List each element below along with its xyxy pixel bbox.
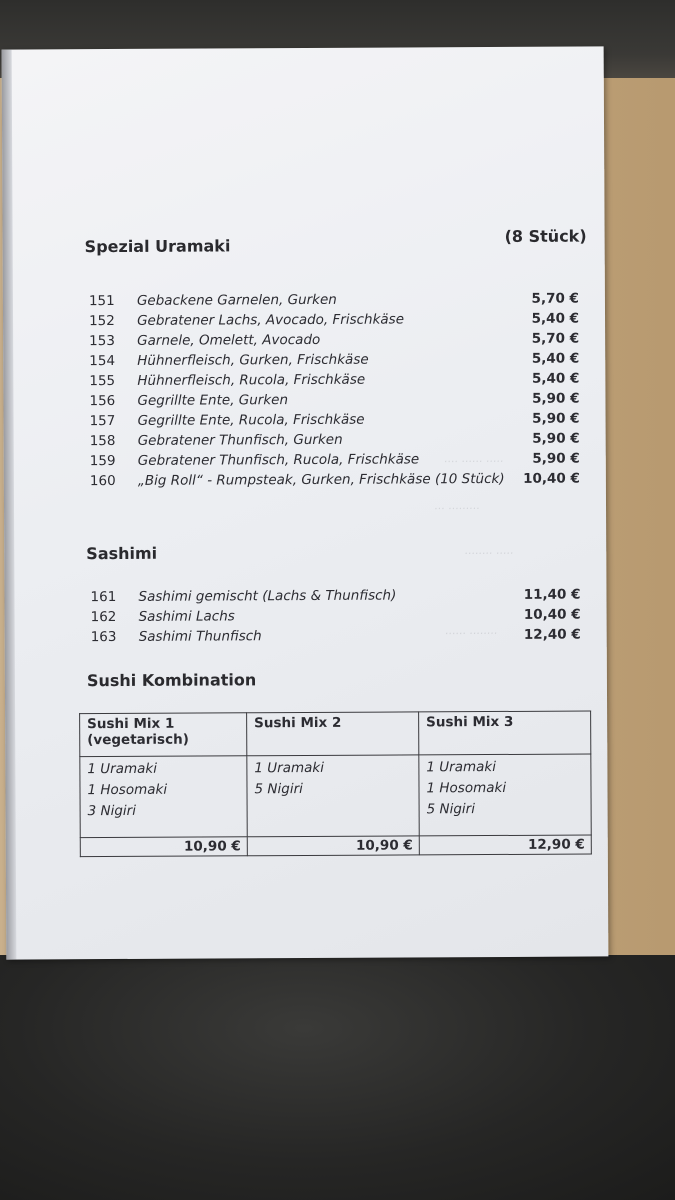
combination-price-row bbox=[80, 835, 591, 857]
item-price: 5,40 € bbox=[531, 310, 580, 327]
item-description: Gebratener Thunfisch, Gurken bbox=[137, 431, 343, 449]
menu-item-row bbox=[89, 351, 579, 374]
item-number: 158 bbox=[89, 432, 116, 450]
mix-item: 1 Hosomaki bbox=[426, 779, 507, 797]
combination-header-row bbox=[80, 711, 591, 757]
menu-item-row bbox=[91, 627, 581, 650]
section-title-sashimi: Sashimi bbox=[86, 543, 158, 564]
mix-item: 5 Nigiri bbox=[254, 781, 303, 798]
menu-item-row bbox=[89, 371, 579, 394]
mix-2-items bbox=[247, 755, 419, 837]
item-price: 5,90 € bbox=[532, 410, 580, 427]
item-price: 5,90 € bbox=[532, 430, 580, 447]
mix-1-items bbox=[80, 756, 247, 838]
piece-count-label: (8 Stück) bbox=[504, 226, 587, 246]
item-description: „Big Roll“ - Rumpsteak, Gurken, Frischkäse (10 Stück) bbox=[137, 470, 505, 489]
item-description: Gegrillte Ente, Gurken bbox=[137, 392, 289, 409]
item-description: Sashimi Thunfisch bbox=[138, 628, 262, 645]
menu-item-row bbox=[90, 451, 580, 474]
mix-item: 1 Hosomaki bbox=[87, 781, 168, 799]
item-description: Gebratener Lachs, Avocado, Frischkäse bbox=[137, 311, 405, 329]
mix-1-price: 10,90 € bbox=[80, 837, 247, 857]
mix-item: 5 Nigiri bbox=[426, 801, 476, 818]
mix-2-price: 10,90 € bbox=[247, 836, 419, 856]
item-price: 5,40 € bbox=[531, 350, 580, 367]
mix-3-price: 12,90 € bbox=[419, 835, 591, 855]
dark-foreground-bottom bbox=[0, 955, 675, 1200]
combination-table bbox=[79, 711, 592, 858]
item-description: Gebratener Thunfisch, Rucola, Frischkäse bbox=[137, 451, 420, 469]
mix-3-items bbox=[419, 754, 591, 836]
item-number: 162 bbox=[90, 608, 117, 626]
menu-item-row bbox=[90, 411, 580, 434]
show-through-text: ········ ····· bbox=[464, 546, 514, 561]
mix-item: 1 Uramaki bbox=[426, 759, 497, 776]
menu-item-row bbox=[90, 587, 580, 610]
mix-3-header bbox=[419, 711, 591, 755]
menu-page bbox=[2, 46, 609, 959]
menu-item-row bbox=[90, 471, 580, 494]
menu-item-row bbox=[91, 607, 581, 630]
mix-name: Sushi Mix 1 bbox=[87, 715, 175, 733]
item-description: Gegrillte Ente, Rucola, Frischkäse bbox=[137, 411, 365, 429]
item-price: 10,40 € bbox=[523, 470, 580, 487]
section-title-combination: Sushi Kombination bbox=[86, 670, 257, 691]
item-number: 155 bbox=[89, 372, 116, 390]
mix-1-header bbox=[80, 713, 247, 757]
item-description: Sashimi Lachs bbox=[138, 608, 235, 625]
item-number: 163 bbox=[90, 628, 117, 646]
mix-note: (vegetarisch) bbox=[87, 731, 189, 749]
item-description: Sashimi gemischt (Lachs & Thunfisch) bbox=[138, 587, 397, 605]
mix-name: Sushi Mix 2 bbox=[254, 714, 342, 732]
item-number: 160 bbox=[89, 472, 116, 490]
menu-item-row bbox=[90, 431, 580, 454]
item-number: 157 bbox=[89, 412, 116, 430]
mix-item: 3 Nigiri bbox=[87, 802, 137, 820]
item-description: Hühnerfleisch, Rucola, Frischkäse bbox=[137, 371, 366, 389]
item-description: Hühnerfleisch, Gurken, Frischkäse bbox=[137, 351, 369, 369]
menu-item-row bbox=[89, 291, 579, 314]
menu-item-row bbox=[89, 331, 579, 354]
show-through-text: ··· ········· bbox=[433, 502, 480, 516]
show-through-text: ······ ········ bbox=[444, 626, 498, 641]
item-price: 12,40 € bbox=[523, 626, 581, 643]
item-description: Gebackene Garnelen, Gurken bbox=[136, 291, 337, 309]
show-through-text: ···· ······ ····· bbox=[443, 454, 504, 469]
item-price: 5,40 € bbox=[531, 370, 580, 387]
item-price: 5,90 € bbox=[532, 450, 580, 467]
item-number: 153 bbox=[89, 332, 115, 350]
item-number: 151 bbox=[88, 292, 115, 310]
menu-item-row bbox=[89, 311, 579, 334]
item-price: 11,40 € bbox=[523, 586, 581, 603]
item-number: 156 bbox=[89, 392, 116, 410]
mix-item: 1 Uramaki bbox=[254, 759, 325, 777]
item-price: 5,90 € bbox=[532, 390, 580, 407]
menu-item-row bbox=[89, 391, 579, 414]
item-number: 159 bbox=[89, 452, 116, 470]
section-title-uramaki: Spezial Uramaki bbox=[84, 236, 231, 257]
combination-items-row bbox=[80, 754, 591, 838]
item-price: 5,70 € bbox=[531, 290, 579, 307]
item-number: 161 bbox=[90, 588, 117, 606]
item-number: 152 bbox=[89, 312, 115, 330]
item-number: 154 bbox=[89, 352, 116, 370]
item-price: 10,40 € bbox=[523, 606, 581, 623]
mix-2-header bbox=[247, 712, 419, 756]
mix-name: Sushi Mix 3 bbox=[426, 713, 514, 731]
mix-item: 1 Uramaki bbox=[87, 760, 158, 778]
item-price: 5,70 € bbox=[531, 330, 580, 347]
item-description: Garnele, Omelett, Avocado bbox=[137, 331, 321, 349]
